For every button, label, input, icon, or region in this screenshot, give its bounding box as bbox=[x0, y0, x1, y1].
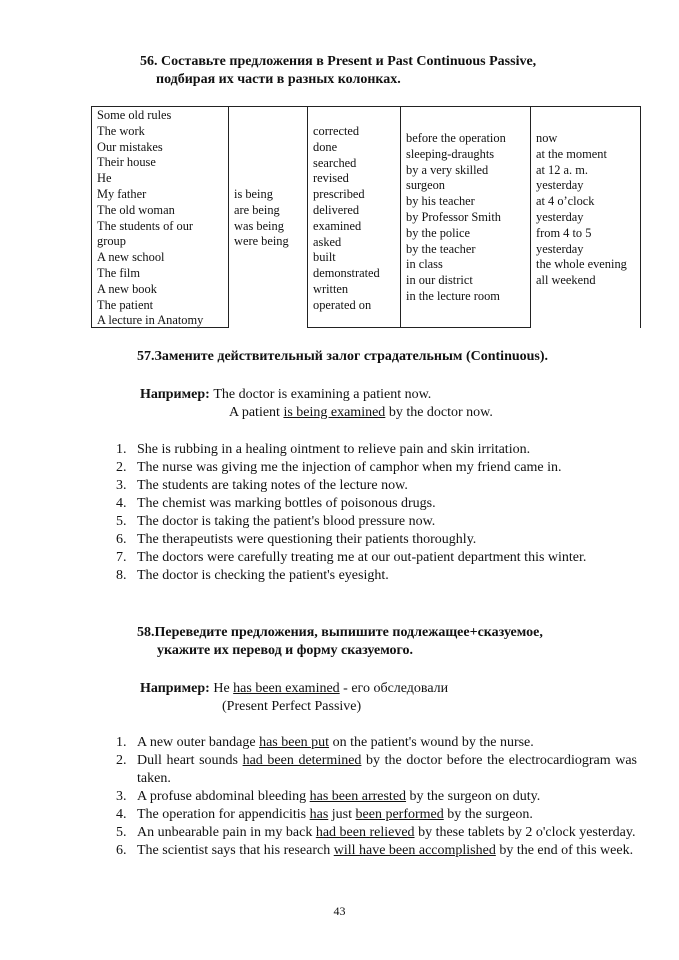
item-number: 5. bbox=[116, 825, 127, 840]
time-cell: at 4 o’clock bbox=[536, 194, 595, 209]
item-text: The operation for appendicitis bbox=[137, 807, 310, 822]
participle-cell: written bbox=[313, 281, 349, 296]
item-number: 1. bbox=[116, 735, 127, 750]
item-number: 7. bbox=[116, 550, 127, 565]
item-text: The chemist was marking bottles of poisonous drugs. bbox=[137, 496, 436, 511]
time-cell: from 4 to 5 bbox=[536, 225, 592, 240]
exercise-58-example: Например: He has been examined - его обследовали (Present Perfect Passive) bbox=[140, 681, 449, 714]
time-cell: now bbox=[536, 131, 558, 145]
auxiliary-cell: is being bbox=[234, 187, 273, 201]
example-form: (Present Perfect Passive) bbox=[222, 699, 362, 714]
subject-cell: The students of our bbox=[97, 218, 194, 233]
exercise-58-list bbox=[116, 734, 637, 860]
list-item bbox=[116, 806, 637, 824]
subjects-column bbox=[91, 106, 228, 328]
participle-cell: searched bbox=[313, 155, 357, 170]
auxiliaries-column bbox=[228, 106, 307, 328]
participle-cell: prescribed bbox=[313, 187, 365, 202]
participle-cell: asked bbox=[313, 234, 342, 249]
subject-cell: The film bbox=[97, 265, 141, 280]
agent-cell: in our district bbox=[406, 273, 473, 288]
item-text: by the end of this week. bbox=[495, 843, 634, 858]
agent-cell: in the lecture room bbox=[406, 288, 500, 303]
exercise-58-title-line2: укажите их перевод и форму сказуемого. bbox=[157, 643, 414, 658]
participles-column bbox=[307, 106, 400, 328]
agent-cell: by the police bbox=[406, 225, 470, 240]
item-text: The doctor is taking the patient's blood pressure now. bbox=[137, 514, 436, 529]
item-number: 2. bbox=[116, 460, 127, 475]
list-item bbox=[116, 441, 637, 459]
time-cell: yesterday bbox=[536, 178, 584, 193]
agent-cell: in class bbox=[406, 257, 443, 272]
underlined-predicate: had been determined bbox=[242, 753, 362, 768]
list-item bbox=[116, 549, 637, 567]
underlined-predicate: had been relieved bbox=[315, 825, 415, 840]
subject-cell: My father bbox=[97, 186, 147, 201]
item-text: The nurse was giving me the injection of camphor when my friend came in. bbox=[137, 460, 562, 475]
participle-cell: examined bbox=[313, 218, 362, 233]
subject-cell: Their house bbox=[97, 155, 156, 170]
item-text: The scientist says that his research bbox=[137, 843, 334, 858]
list-item bbox=[116, 734, 637, 752]
exercise-56-title-line2: подбирая их части в разных колонках. bbox=[156, 72, 401, 87]
auxiliary-cell: were being bbox=[234, 234, 289, 249]
item-text: The doctor is checking the patient's eyesight. bbox=[137, 568, 389, 583]
participle-cell: revised bbox=[313, 171, 349, 186]
participle-cell: operated on bbox=[313, 297, 372, 312]
list-item bbox=[116, 459, 637, 477]
item-number: 3. bbox=[116, 789, 127, 804]
agent-cell: by the teacher bbox=[406, 241, 476, 256]
item-text: She is rubbing in a healing ointment to relieve pain and skin irritation. bbox=[137, 442, 531, 457]
agent-cell: by Professor Smith bbox=[406, 209, 501, 224]
item-number: 4. bbox=[116, 496, 127, 511]
item-text: by the surgeon. bbox=[443, 807, 533, 822]
exercise-56-title bbox=[140, 53, 636, 89]
subject-cell: He bbox=[97, 171, 112, 186]
item-number: 6. bbox=[116, 843, 127, 858]
time-cell: yesterday bbox=[536, 241, 584, 256]
list-item bbox=[116, 531, 637, 549]
subject-cell: The patient bbox=[97, 297, 154, 312]
example-label: Например: bbox=[140, 387, 210, 402]
item-text: An unbearable pain in my back bbox=[137, 825, 316, 840]
time-cell: yesterday bbox=[536, 209, 584, 224]
subject-cell: The work bbox=[97, 123, 145, 138]
example-label: Например: bbox=[140, 681, 210, 696]
exercise-58-title bbox=[137, 624, 637, 660]
auxiliary-cell: are being bbox=[234, 202, 280, 217]
participle-cell: demonstrated bbox=[313, 266, 380, 281]
list-item bbox=[116, 788, 637, 806]
subject-cell: A lecture in Anatomy bbox=[97, 313, 204, 328]
list-item bbox=[116, 495, 637, 513]
agent-cell: by his teacher bbox=[406, 194, 475, 209]
time-cell: at 12 a. m. bbox=[536, 162, 588, 177]
item-number: 2. bbox=[116, 753, 127, 768]
item-number: 1. bbox=[116, 442, 127, 457]
underlined-predicate: will have been accomplished bbox=[333, 843, 496, 858]
item-text: A new outer bandage bbox=[137, 735, 260, 750]
item-number: 3. bbox=[116, 478, 127, 493]
item-number: 6. bbox=[116, 532, 127, 547]
subject-cell: A new book bbox=[97, 281, 157, 296]
agents-column bbox=[400, 106, 530, 328]
item-number: 8. bbox=[116, 568, 127, 583]
time-cell: all weekend bbox=[536, 273, 596, 288]
time-cell: the whole evening bbox=[536, 257, 627, 272]
list-item bbox=[116, 752, 637, 788]
item-text: Dull heart sounds bbox=[137, 753, 243, 768]
subject-cell: Some old rules bbox=[97, 108, 172, 122]
exercise-56-title-line1: 56. Составьте предложения в Present и Past Continuous Passive, bbox=[140, 54, 537, 69]
item-text: by the surgeon on duty. bbox=[406, 789, 541, 804]
exercise-57-list bbox=[116, 441, 637, 585]
page-number: 43 bbox=[333, 904, 346, 918]
exercise-56-table bbox=[91, 106, 642, 328]
item-text: on the patient's wound by the nurse. bbox=[329, 735, 534, 750]
exercise-58-title-line1: 58.Переведите предложения, выпишите подлежащее+сказуемое, bbox=[137, 625, 543, 640]
item-text: The therapeutists were questioning their patients thoroughly. bbox=[137, 532, 477, 547]
item-number: 5. bbox=[116, 514, 127, 529]
subject-cell: A new school bbox=[97, 250, 165, 265]
example-sentence-passive: A patient is being examined by the doctor now. bbox=[229, 405, 493, 420]
subject-cell: The old woman bbox=[97, 202, 175, 217]
times-column bbox=[530, 106, 641, 328]
agent-cell: surgeon bbox=[406, 178, 446, 193]
subject-cell: group bbox=[97, 234, 126, 249]
item-text: by the doctor before the electrocardiogram was taken. bbox=[137, 753, 637, 786]
participle-cell: built bbox=[313, 250, 336, 265]
item-text: A profuse abdominal bleeding bbox=[137, 789, 310, 804]
agent-cell: sleeping-draughts bbox=[406, 146, 495, 161]
agent-cell: before the operation bbox=[406, 131, 506, 145]
underlined-predicate: has bbox=[309, 807, 329, 822]
agent-cell: by a very skilled bbox=[406, 162, 489, 177]
underlined-predicate: has been arrested bbox=[309, 789, 407, 804]
example-underlined-predicate: is being examined bbox=[283, 405, 386, 420]
participle-cell: delivered bbox=[313, 202, 360, 217]
list-item bbox=[116, 513, 637, 531]
list-item bbox=[116, 477, 637, 495]
example-sentence-active: The doctor is examining a patient now. bbox=[213, 387, 432, 402]
item-number: 4. bbox=[116, 807, 127, 822]
exercise-57-example bbox=[140, 386, 493, 420]
underlined-predicate: been performed bbox=[355, 807, 444, 822]
list-item bbox=[116, 567, 637, 585]
participle-cell: corrected bbox=[313, 124, 360, 138]
exercise-57-title: 57.Замените действительный залог страдательным (Continuous). bbox=[137, 349, 549, 364]
example-underlined-predicate: has been examined bbox=[233, 681, 340, 696]
participle-cell: done bbox=[313, 139, 338, 154]
item-text: by these tablets by 2 o'clock yesterday. bbox=[414, 825, 636, 840]
item-text: The students are taking notes of the lecture now. bbox=[137, 478, 408, 493]
item-text: The doctors were carefully treating me at our out-patient department this winter. bbox=[137, 550, 587, 565]
item-text: just bbox=[328, 807, 356, 822]
list-item bbox=[116, 824, 637, 842]
list-item bbox=[116, 842, 637, 860]
auxiliary-cell: was being bbox=[234, 218, 284, 233]
subject-cell: Our mistakes bbox=[97, 139, 163, 154]
underlined-predicate: has been put bbox=[259, 735, 330, 750]
time-cell: at the moment bbox=[536, 146, 607, 161]
